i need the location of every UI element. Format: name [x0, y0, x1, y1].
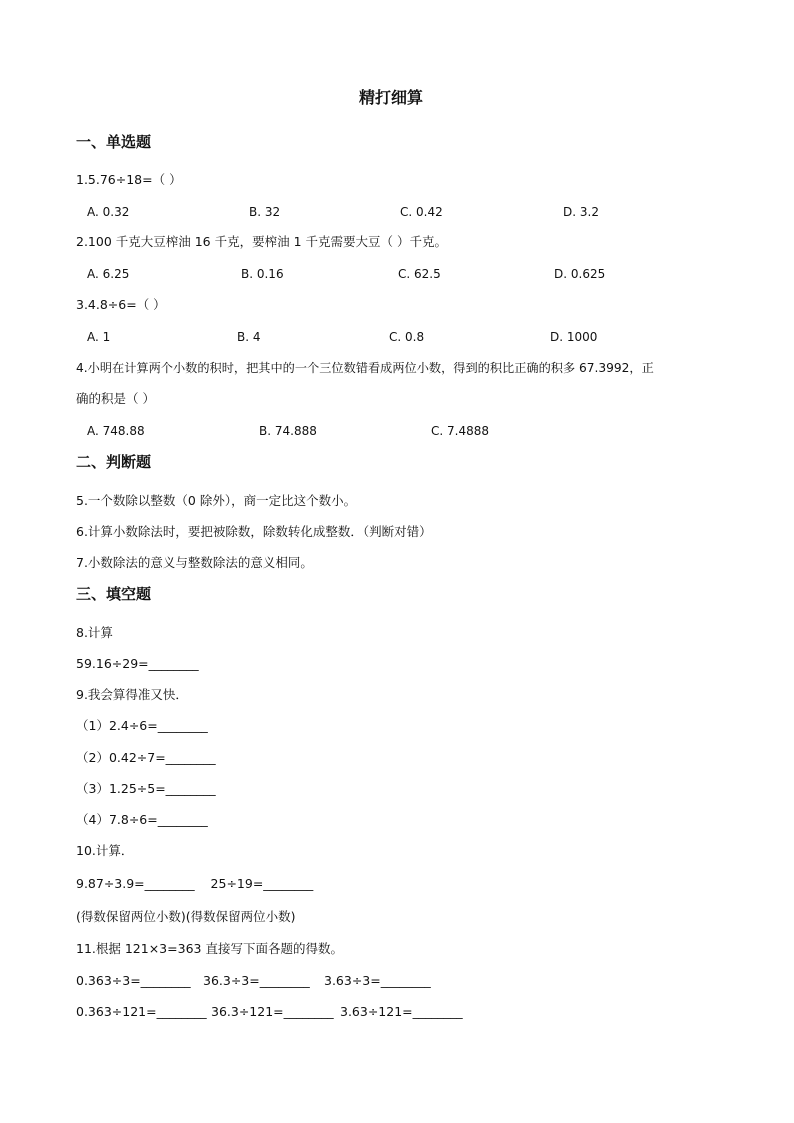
- q9-item-4[interactable]: （4）7.8÷6=________: [76, 812, 208, 827]
- q2-option-c[interactable]: C. 62.5: [398, 267, 441, 281]
- q9-item-2[interactable]: （2）0.42÷7=________: [76, 750, 216, 765]
- q11-row1-item-3[interactable]: 3.63÷3=________: [324, 973, 431, 988]
- question-10: 10.计算．: [76, 843, 134, 858]
- q1-option-b[interactable]: B. 32: [249, 205, 281, 219]
- q3-option-c[interactable]: C. 0.8: [389, 330, 425, 344]
- q1-option-a[interactable]: A. 0.32: [87, 205, 130, 219]
- q11-row2-item-1[interactable]: 0.363÷121=________: [76, 1004, 207, 1019]
- q10-blank-line[interactable]: 9.87÷3.9=________ 25÷19=________: [76, 876, 314, 891]
- question-6: 6.计算小数除法时，要把被除数，除数转化成整数．（判断对错）: [76, 524, 432, 539]
- q3-option-d[interactable]: D. 1000: [550, 330, 598, 344]
- q11-row2-item-2[interactable]: 36.3÷121=________: [211, 1004, 334, 1019]
- q3-option-a[interactable]: A. 1: [87, 330, 111, 344]
- q9-item-3[interactable]: （3）1.25÷5=________: [76, 781, 216, 796]
- question-11: 11.根据 121×3=363 直接写下面各题的得数。: [76, 941, 343, 956]
- question-4-line-1: 4.小明在计算两个小数的积时，把其中的一个三位数错看成两位小数，得到的积比正确的积多 67.3992，正: [76, 361, 654, 375]
- q10-rounding-note: (得数保留两位小数)(得数保留两位小数): [76, 909, 296, 924]
- q8-blank-line[interactable]: 59.16÷29=________: [76, 656, 199, 671]
- q3-option-b[interactable]: B. 4: [237, 330, 261, 344]
- page-title: 精打细算: [359, 88, 424, 107]
- question-8: 8.计算: [76, 625, 113, 640]
- question-3: 3.4.8÷6=（ ）: [76, 297, 166, 312]
- question-7: 7.小数除法的意义与整数除法的意义相同。: [76, 555, 313, 570]
- q1-option-d[interactable]: D. 3.2: [563, 205, 599, 219]
- section-heading-true-false: 二、判断题: [76, 453, 152, 471]
- q2-option-b[interactable]: B. 0.16: [241, 267, 284, 281]
- q11-row1-item-1[interactable]: 0.363÷3=________: [76, 973, 191, 988]
- q2-option-d[interactable]: D. 0.625: [554, 267, 606, 281]
- q4-option-c[interactable]: C. 7.4888: [431, 424, 489, 438]
- question-4-line-2: 确的积是（ ）: [76, 391, 155, 406]
- question-1: 1.5.76÷18=（ ）: [76, 172, 182, 187]
- question-2: 2.100 千克大豆榨油 16 千克，要榨油 1 千克需要大豆（ ）千克。: [76, 234, 447, 249]
- q4-option-a[interactable]: A. 748.88: [87, 424, 145, 438]
- question-9: 9.我会算得准又快．: [76, 687, 188, 702]
- q1-option-c[interactable]: C. 0.42: [400, 205, 443, 219]
- q2-option-a[interactable]: A. 6.25: [87, 267, 130, 281]
- question-5: 5.一个数除以整数（0 除外），商一定比这个数小。: [76, 493, 357, 508]
- section-heading-fill-in: 三、填空题: [76, 585, 152, 603]
- q4-option-b[interactable]: B. 74.888: [259, 424, 317, 438]
- q11-row2-item-3[interactable]: 3.63÷121=________: [340, 1004, 463, 1019]
- q11-row1-item-2[interactable]: 36.3÷3=________: [203, 973, 310, 988]
- section-heading-single-choice: 一、单选题: [76, 133, 152, 151]
- q9-item-1[interactable]: （1）2.4÷6=________: [76, 718, 208, 733]
